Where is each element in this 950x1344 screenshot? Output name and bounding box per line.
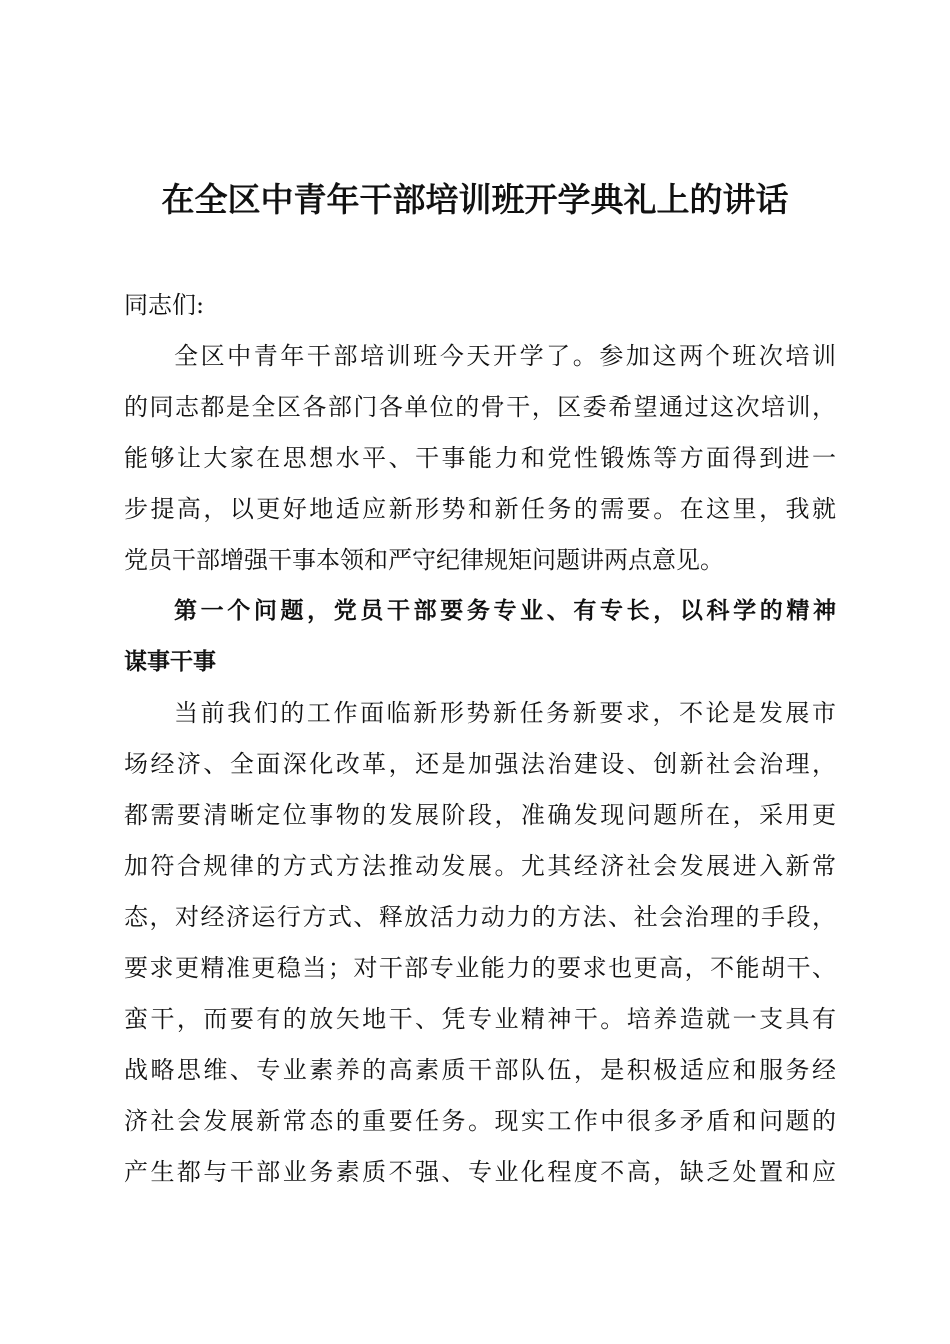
paragraph-1-line: 全区中青年干部培训班今天开学了。参加这两个班次培训 [174, 342, 836, 370]
paragraph-2-line: 产生都与干部业务素质不强、专业化程度不高，缺乏处置和应 [124, 1158, 836, 1186]
section-heading-line: 谋事干事 [124, 649, 216, 675]
paragraph-2-line: 战略思维、专业素养的高素质干部队伍，是积极适应和服务经 [124, 1056, 836, 1084]
paragraph-1-line: 能够让大家在思想水平、干事能力和党性锻炼等方面得到进一 [124, 444, 836, 472]
paragraph-2-line: 蛮干，而要有的放矢地干、凭专业精神干。培养造就一支具有 [124, 1005, 836, 1033]
paragraph-2-line: 场经济、全面深化改革，还是加强法治建设、创新社会治理， [124, 750, 836, 778]
paragraph-2-line: 当前我们的工作面临新形势新任务新要求，不论是发展市 [174, 699, 836, 727]
paragraph-1-line: 党员干部增强干事本领和严守纪律规矩问题讲两点意见。 [124, 546, 724, 574]
salutation: 同志们: [124, 291, 205, 319]
document-title: 在全区中青年干部培训班开学典礼上的讲话 [161, 180, 789, 219]
paragraph-1-line: 步提高，以更好地适应新形势和新任务的需要。在这里，我就 [124, 495, 836, 523]
paragraph-2-line: 态，对经济运行方式、释放活力动力的方法、社会治理的手段， [124, 903, 836, 931]
paragraph-2-line: 要求更精准更稳当；对干部专业能力的要求也更高，不能胡干、 [124, 954, 836, 982]
section-heading-line: 第一个问题，党员干部要务专业、有专长，以科学的精神 [174, 598, 836, 624]
paragraph-2-line: 济社会发展新常态的重要任务。现实工作中很多矛盾和问题的 [124, 1107, 836, 1135]
paragraph-2-line: 加符合规律的方式方法推动发展。尤其经济社会发展进入新常 [124, 852, 836, 880]
paragraph-1-line: 的同志都是全区各部门各单位的骨干，区委希望通过这次培训， [124, 393, 836, 421]
document-body [124, 280, 836, 1198]
paragraph-2-line: 都需要清晰定位事物的发展阶段，准确发现问题所在，采用更 [124, 801, 836, 829]
